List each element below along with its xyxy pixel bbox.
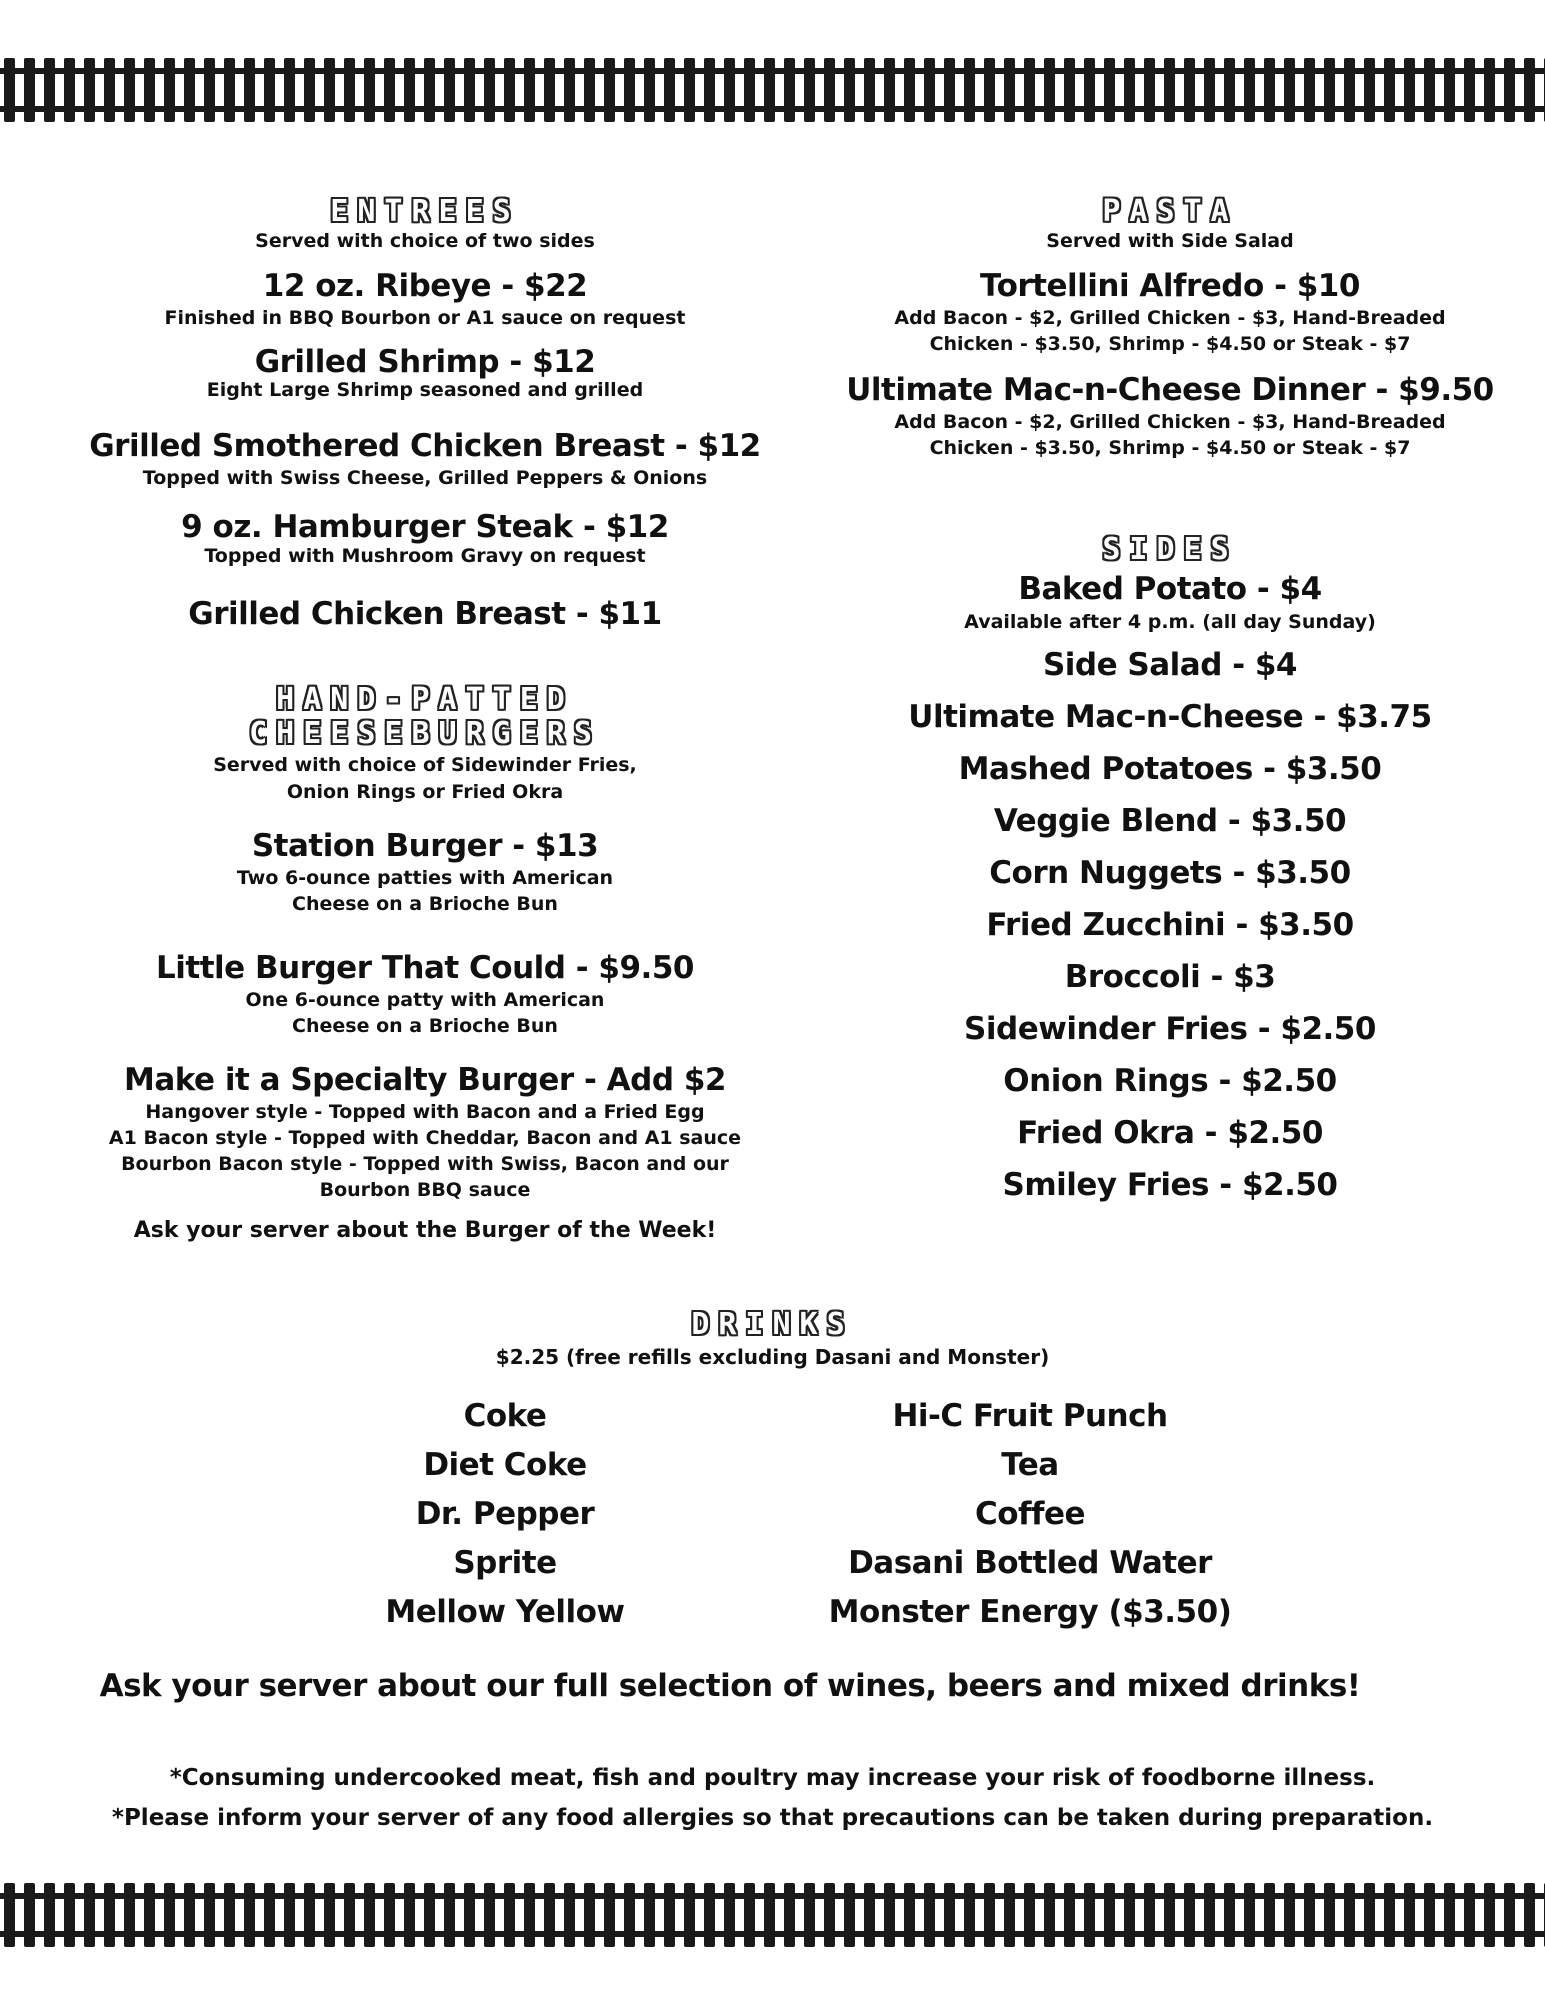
track-tie	[224, 1883, 235, 1947]
drink-item: Dasani Bottled Water	[848, 1545, 1212, 1581]
pasta-subtitle: Served with Side Salad	[1046, 230, 1294, 252]
track-tie	[604, 58, 615, 122]
burgers-subtitle-line1: Served with choice of Sidewinder Fries,	[213, 754, 637, 776]
entrees-section	[55, 195, 795, 633]
track-rail	[0, 106, 1545, 112]
track-tie	[64, 58, 75, 122]
menu-item	[55, 827, 795, 917]
track-rail	[0, 68, 1545, 74]
track-tie	[64, 1883, 75, 1947]
drink-item: Dr. Pepper	[415, 1496, 595, 1532]
bar-note: Ask your server about our full selection of wines, beers and mixed drinks!	[99, 1668, 1361, 1704]
track-tie	[384, 1883, 395, 1947]
item-name: Grilled Chicken Breast - $11	[188, 596, 662, 632]
track-tie	[544, 1883, 555, 1947]
track-tie	[1404, 58, 1415, 122]
track-tie	[24, 1883, 35, 1947]
drink-item: Diet Coke	[423, 1447, 587, 1483]
track-tie	[824, 58, 835, 122]
track-tie	[304, 58, 315, 122]
track-tie	[644, 58, 655, 122]
side-item: Broccoli - $3	[1064, 959, 1276, 995]
item-description: Chicken - $3.50, Shrimp - $4.50 or Steak - $7	[929, 437, 1411, 459]
drinks-right-column	[800, 1392, 1260, 1637]
track-tie	[1044, 58, 1055, 122]
track-tie	[424, 58, 435, 122]
menu-item	[820, 267, 1520, 357]
item-description: Finished in BBQ Bourbon or A1 sauce on request	[164, 307, 686, 329]
track-tie	[1384, 1883, 1395, 1947]
drinks-subtitle: $2.25 (free refills excluding Dasani and Monster)	[495, 1345, 1050, 1369]
item-name: Grilled Shrimp - $12	[254, 344, 596, 380]
item-name: Tortellini Alfredo - $10	[980, 268, 1360, 304]
specialty-burger	[55, 1061, 795, 1203]
item-description: Add Bacon - $2, Grilled Chicken - $3, Hand-Breaded	[894, 307, 1446, 329]
track-tie	[584, 58, 595, 122]
track-tie	[1164, 58, 1175, 122]
track-tie	[924, 1883, 935, 1947]
track-tie	[604, 1883, 615, 1947]
track-tie	[1364, 58, 1375, 122]
track-tie	[164, 1883, 175, 1947]
item-description: Bourbon Bacon style - Topped with Swiss, Bacon and our	[121, 1153, 729, 1175]
track-tie	[1144, 58, 1155, 122]
track-tie	[984, 1883, 995, 1947]
track-tie	[284, 1883, 295, 1947]
item-description: Add Bacon - $2, Grilled Chicken - $3, Hand-Breaded	[894, 411, 1446, 433]
track-tie	[784, 1883, 795, 1947]
sides-list	[820, 639, 1520, 1211]
track-tie	[364, 1883, 375, 1947]
track-tie	[1504, 1883, 1515, 1947]
track-tie	[1304, 1883, 1315, 1947]
track-tie	[624, 58, 635, 122]
track-tie	[84, 58, 95, 122]
track-tie	[444, 1883, 455, 1947]
track-tie	[944, 58, 955, 122]
item-name: Ultimate Mac-n-Cheese Dinner - $9.50	[846, 372, 1494, 408]
item-name: Station Burger - $13	[251, 828, 599, 864]
track-tie	[1224, 1883, 1235, 1947]
track-tie	[164, 58, 175, 122]
track-tie	[1124, 58, 1135, 122]
item-name: 9 oz. Hamburger Steak - $12	[181, 509, 669, 545]
track-tie	[624, 1883, 635, 1947]
track-tie	[724, 58, 735, 122]
track-tie	[124, 58, 135, 122]
menu-item	[55, 344, 795, 403]
disclaimers	[0, 1758, 1545, 1838]
side-item: Baked Potato - $4	[1018, 571, 1322, 607]
track-tie	[204, 58, 215, 122]
item-description: Eight Large Shrimp seasoned and grilled	[206, 379, 644, 401]
menu-item	[55, 949, 795, 1039]
track-tie	[104, 1883, 115, 1947]
side-item: Mashed Potatoes - $3.50	[958, 751, 1382, 787]
drinks-section	[0, 1308, 1545, 1372]
burger-of-week-note: Ask your server about the Burger of the Week!	[133, 1218, 717, 1243]
track-tie	[584, 1883, 595, 1947]
track-tie	[464, 58, 475, 122]
sides-title: SIDES	[1102, 532, 1238, 567]
menu-item	[820, 371, 1520, 461]
track-tie	[864, 58, 875, 122]
track-tie	[904, 1883, 915, 1947]
track-tie	[1204, 1883, 1215, 1947]
track-tie	[84, 1883, 95, 1947]
track-tie	[544, 58, 555, 122]
side-item: Sidewinder Fries - $2.50	[964, 1011, 1376, 1047]
track-tie	[204, 1883, 215, 1947]
item-name: Little Burger That Could - $9.50	[156, 950, 694, 986]
track-rail	[0, 1931, 1545, 1937]
drink-item: Sprite	[453, 1545, 557, 1581]
item-name: Make it a Specialty Burger - Add $2	[124, 1062, 726, 1098]
side-item: Fried Okra - $2.50	[1017, 1115, 1323, 1151]
track-tie	[1524, 1883, 1535, 1947]
burgers-section	[55, 683, 795, 1243]
side-item: Fried Zucchini - $3.50	[986, 907, 1354, 943]
track-tie	[404, 58, 415, 122]
side-item: Veggie Blend - $3.50	[993, 803, 1347, 839]
item-description: Topped with Swiss Cheese, Grilled Peppers & Onions	[142, 467, 708, 489]
drink-item: Coke	[463, 1398, 547, 1434]
track-tie	[1024, 1883, 1035, 1947]
track-tie	[844, 1883, 855, 1947]
railroad-track-top-icon	[0, 50, 1545, 130]
item-description: One 6-ounce patty with American	[245, 989, 605, 1011]
track-tie	[724, 1883, 735, 1947]
track-tie	[1484, 58, 1495, 122]
track-tie	[1104, 58, 1115, 122]
drink-item: Monster Energy ($3.50)	[828, 1594, 1232, 1630]
right-column	[820, 195, 1520, 1211]
track-tie	[344, 58, 355, 122]
track-tie	[824, 1883, 835, 1947]
pasta-section	[820, 195, 1520, 461]
track-tie	[344, 1883, 355, 1947]
track-tie	[1424, 58, 1435, 122]
track-tie	[444, 58, 455, 122]
track-tie	[1184, 58, 1195, 122]
track-tie	[804, 1883, 815, 1947]
track-tie	[1104, 1883, 1115, 1947]
track-tie	[464, 1883, 475, 1947]
item-name: 12 oz. Ribeye - $22	[262, 268, 588, 304]
menu-item	[55, 427, 795, 491]
track-tie	[384, 58, 395, 122]
track-tie	[1404, 1883, 1415, 1947]
track-tie	[664, 1883, 675, 1947]
disclaimer-line: *Please inform your server of any food allergies so that precautions can be taken during preparation.	[111, 1805, 1434, 1831]
drink-item: Tea	[1001, 1447, 1059, 1483]
side-item: Corn Nuggets - $3.50	[989, 855, 1351, 891]
item-description: A1 Bacon style - Topped with Cheddar, Bacon and A1 sauce	[108, 1127, 742, 1149]
drinks-left-column	[275, 1392, 735, 1637]
track-tie	[1064, 1883, 1075, 1947]
item-name: Grilled Smothered Chicken Breast - $12	[89, 428, 761, 464]
track-tie	[264, 1883, 275, 1947]
track-tie	[884, 1883, 895, 1947]
track-tie	[984, 58, 995, 122]
menu-item	[55, 511, 795, 569]
track-tie	[1144, 1883, 1155, 1947]
track-tie	[1024, 58, 1035, 122]
track-tie	[484, 58, 495, 122]
side-item: Onion Rings - $2.50	[1003, 1063, 1337, 1099]
track-tie	[704, 1883, 715, 1947]
track-tie	[564, 58, 575, 122]
track-tie	[1344, 1883, 1355, 1947]
track-tie	[324, 58, 335, 122]
track-tie	[4, 58, 15, 122]
track-tie	[664, 58, 675, 122]
track-tie	[964, 58, 975, 122]
track-tie	[364, 58, 375, 122]
side-item: Side Salad - $4	[1042, 647, 1298, 683]
track-tie	[1424, 1883, 1435, 1947]
track-tie	[1204, 58, 1215, 122]
track-tie	[44, 1883, 55, 1947]
track-tie	[1324, 1883, 1335, 1947]
track-tie	[1364, 1883, 1375, 1947]
track-tie	[224, 58, 235, 122]
track-tie	[1064, 58, 1075, 122]
entrees-subtitle: Served with choice of two sides	[255, 230, 595, 252]
track-tie	[1524, 58, 1535, 122]
track-tie	[764, 1883, 775, 1947]
track-tie	[1264, 1883, 1275, 1947]
side-item: Smiley Fries - $2.50	[1002, 1167, 1338, 1203]
item-description: Cheese on a Brioche Bun	[292, 1015, 558, 1037]
track-tie	[1464, 1883, 1475, 1947]
disclaimer-line: *Consuming undercooked meat, fish and poultry may increase your risk of foodborne illness.	[169, 1765, 1376, 1791]
track-rail	[0, 1893, 1545, 1899]
track-tie	[644, 1883, 655, 1947]
track-tie	[924, 58, 935, 122]
entrees-title: ENTREES	[330, 194, 520, 229]
track-tie	[744, 58, 755, 122]
side-item-note: Available after 4 p.m. (all day Sunday)	[964, 611, 1376, 633]
track-tie	[504, 58, 515, 122]
track-tie	[1124, 1883, 1135, 1947]
track-tie	[4, 1883, 15, 1947]
track-tie	[1044, 1883, 1055, 1947]
track-tie	[1004, 1883, 1015, 1947]
track-tie	[124, 1883, 135, 1947]
item-description: Hangover style - Topped with Bacon and a Fried Egg	[145, 1101, 705, 1123]
track-tie	[184, 58, 195, 122]
drinks-title: DRINKS	[691, 1307, 854, 1342]
track-tie	[684, 1883, 695, 1947]
track-tie	[564, 1883, 575, 1947]
track-tie	[1004, 58, 1015, 122]
track-tie	[1504, 58, 1515, 122]
drink-item: Mellow Yellow	[385, 1594, 625, 1630]
track-tie	[1244, 58, 1255, 122]
item-description: Cheese on a Brioche Bun	[292, 893, 558, 915]
item-description: Topped with Mushroom Gravy on request	[204, 545, 646, 567]
track-tie	[1264, 58, 1275, 122]
pasta-title: PASTA	[1102, 194, 1238, 229]
track-tie	[1284, 58, 1295, 122]
track-tie	[844, 58, 855, 122]
track-tie	[144, 1883, 155, 1947]
track-tie	[944, 1883, 955, 1947]
sides-section	[820, 533, 1520, 1211]
track-tie	[1304, 58, 1315, 122]
track-tie	[1084, 1883, 1095, 1947]
track-tie	[1324, 58, 1335, 122]
track-tie	[1344, 58, 1355, 122]
track-tie	[264, 58, 275, 122]
track-tie	[184, 1883, 195, 1947]
item-description: Two 6-ounce patties with American	[236, 867, 614, 889]
track-tie	[284, 58, 295, 122]
track-tie	[1464, 58, 1475, 122]
track-tie	[1224, 58, 1235, 122]
track-tie	[744, 1883, 755, 1947]
track-tie	[1244, 1883, 1255, 1947]
track-tie	[1444, 58, 1455, 122]
track-tie	[1484, 1883, 1495, 1947]
drink-item: Coffee	[974, 1496, 1086, 1532]
menu-item	[55, 595, 795, 633]
track-tie	[104, 58, 115, 122]
track-tie	[144, 58, 155, 122]
track-tie	[244, 1883, 255, 1947]
track-tie	[524, 58, 535, 122]
track-tie	[804, 58, 815, 122]
side-item: Ultimate Mac-n-Cheese - $3.75	[908, 699, 1432, 735]
track-tie	[864, 1883, 875, 1947]
track-tie	[1384, 58, 1395, 122]
burgers-title-line2: CHEESEBURGERS	[249, 716, 601, 751]
track-tie	[504, 1883, 515, 1947]
track-tie	[904, 58, 915, 122]
track-tie	[524, 1883, 535, 1947]
track-tie	[964, 1883, 975, 1947]
left-column	[55, 195, 795, 1243]
item-description: Bourbon BBQ sauce	[319, 1179, 531, 1201]
drink-item: Hi-C Fruit Punch	[892, 1398, 1168, 1434]
track-tie	[1164, 1883, 1175, 1947]
track-tie	[304, 1883, 315, 1947]
item-description: Chicken - $3.50, Shrimp - $4.50 or Steak - $7	[929, 333, 1411, 355]
burgers-title-line1: HAND-PATTED	[276, 682, 574, 717]
track-tie	[324, 1883, 335, 1947]
track-tie	[24, 58, 35, 122]
track-tie	[404, 1883, 415, 1947]
track-tie	[1444, 1883, 1455, 1947]
track-tie	[244, 58, 255, 122]
track-tie	[704, 58, 715, 122]
menu-item	[55, 267, 795, 331]
track-tie	[764, 58, 775, 122]
burgers-subtitle-line2: Onion Rings or Fried Okra	[286, 781, 564, 803]
track-tie	[484, 1883, 495, 1947]
track-tie	[1084, 58, 1095, 122]
railroad-track-bottom-icon	[0, 1875, 1545, 1955]
track-tie	[884, 58, 895, 122]
track-tie	[784, 58, 795, 122]
track-tie	[1184, 1883, 1195, 1947]
track-tie	[684, 58, 695, 122]
track-tie	[44, 58, 55, 122]
track-tie	[424, 1883, 435, 1947]
track-tie	[1284, 1883, 1295, 1947]
